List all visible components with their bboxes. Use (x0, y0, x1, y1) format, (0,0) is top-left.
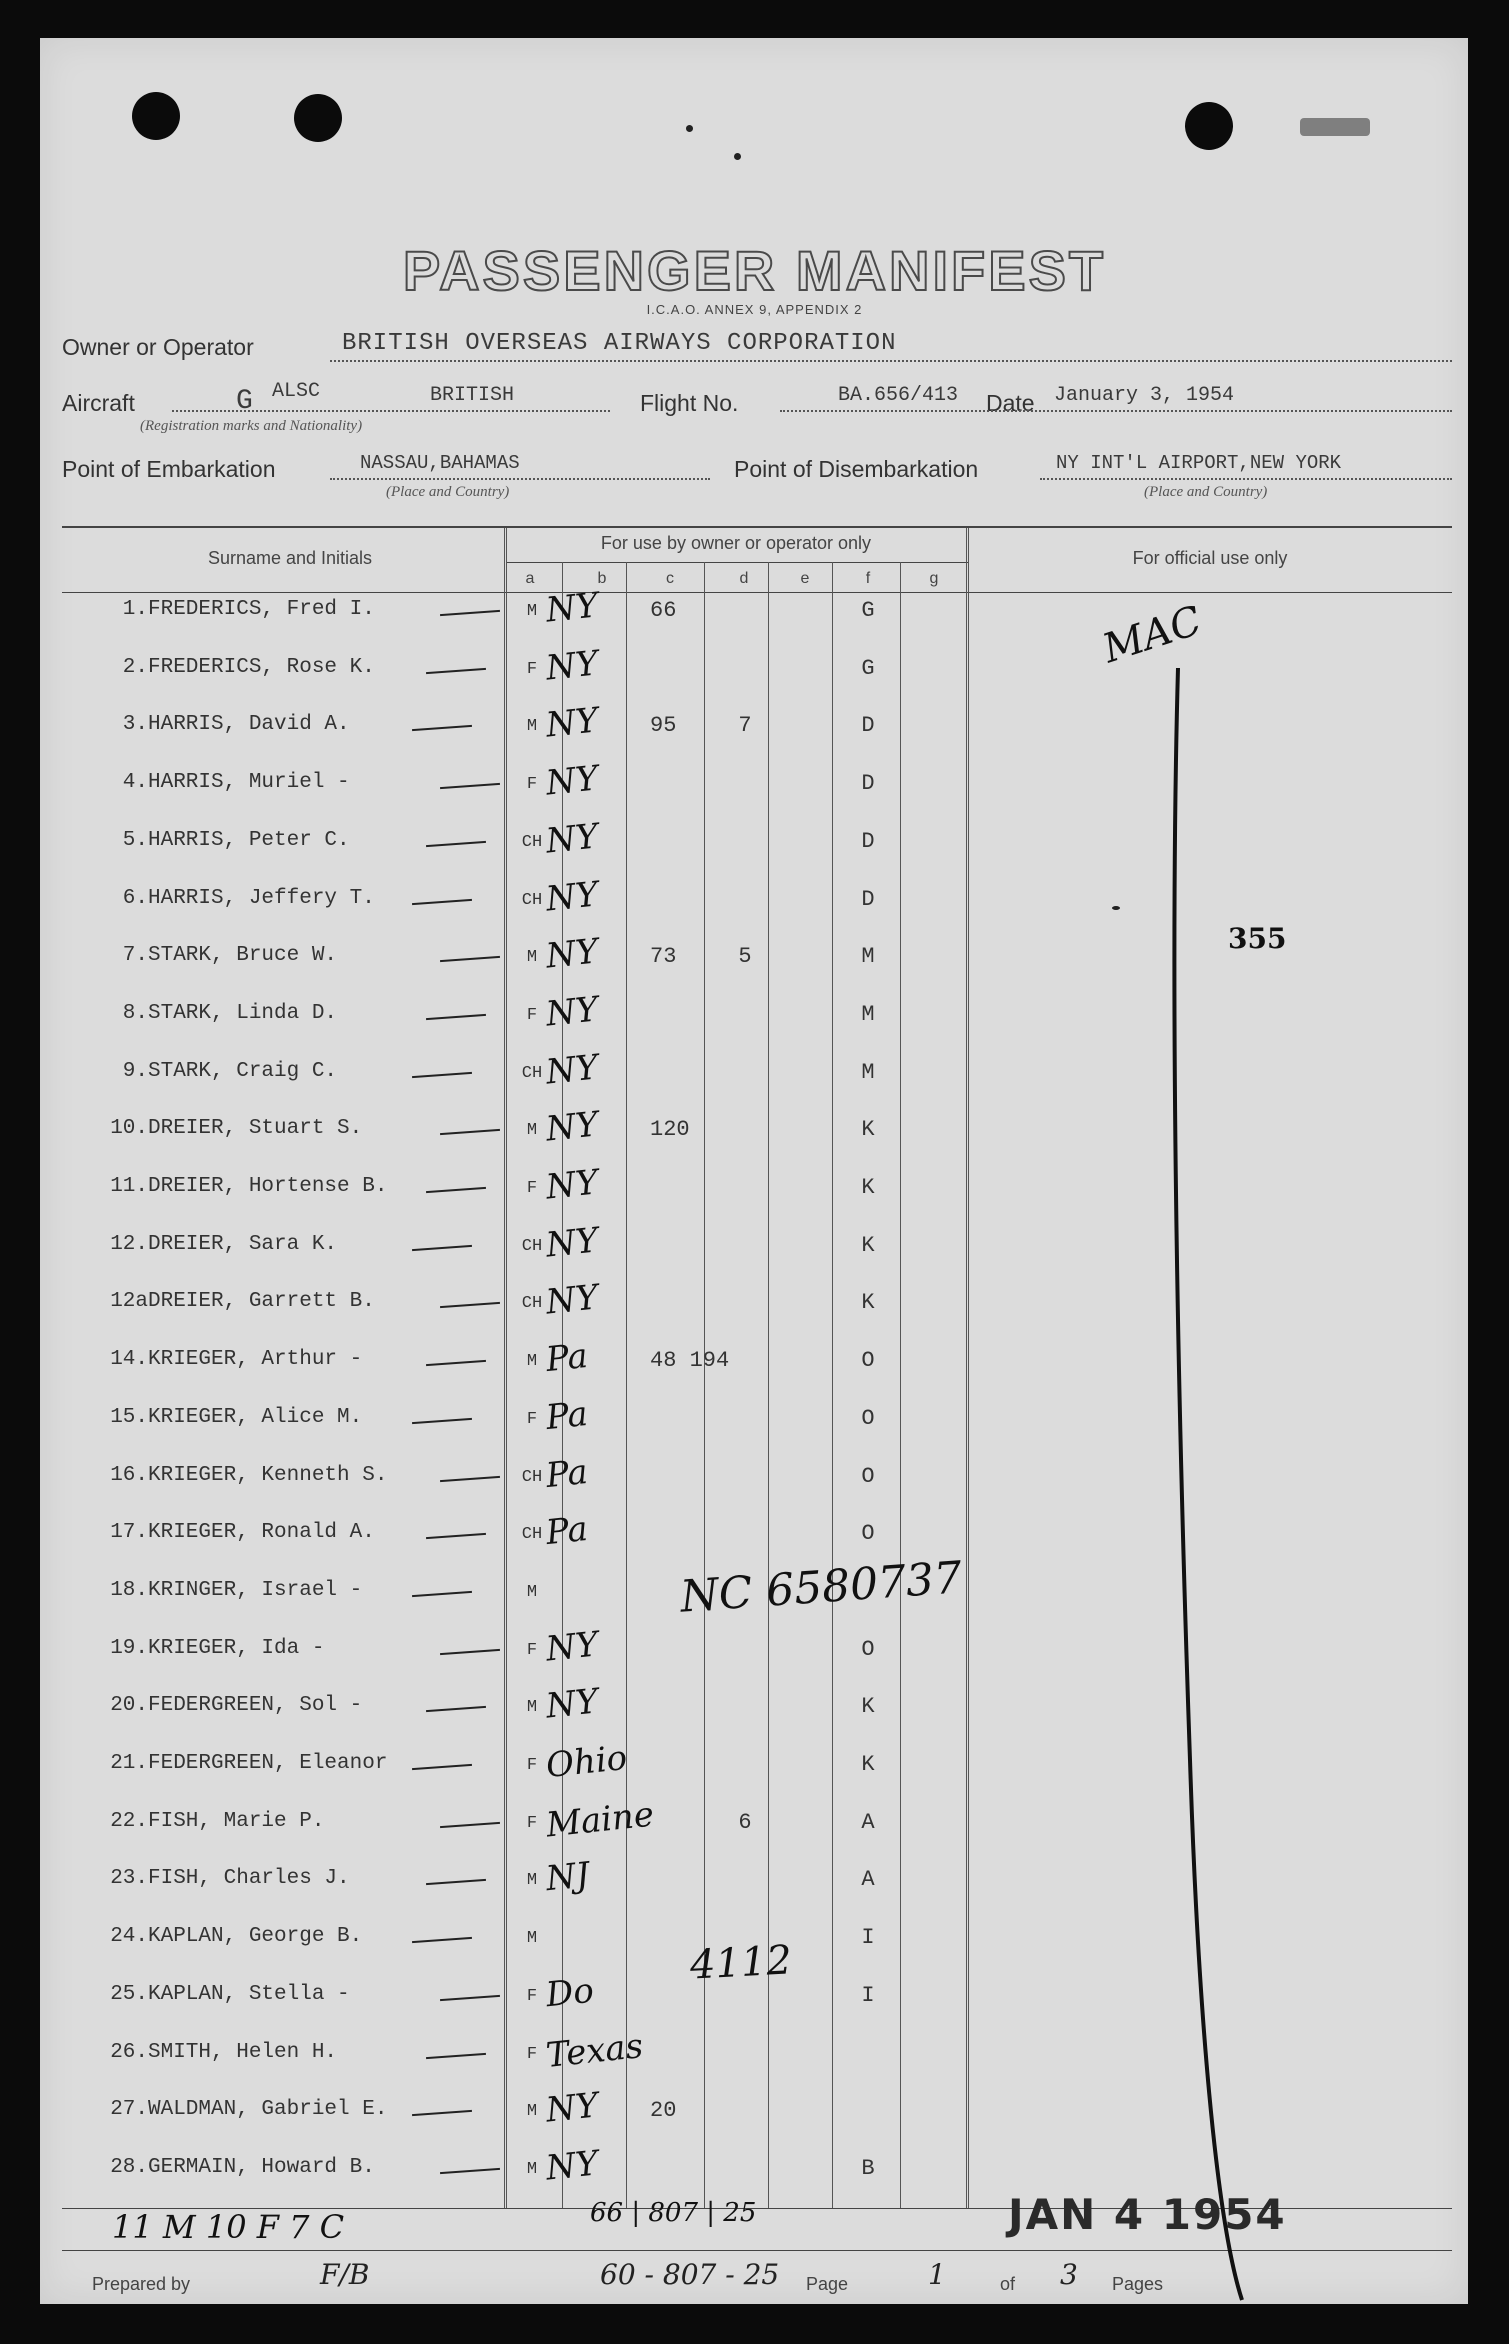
state-handwritten: NY (544, 758, 601, 804)
state-handwritten: NY (544, 643, 601, 689)
state-handwritten: Pa (544, 1451, 590, 1496)
state-handwritten: Do (544, 1970, 596, 2016)
code-f: O (861, 1348, 875, 1374)
sex-code: CH (521, 1467, 543, 1487)
passenger-name: DREIER, Hortense B. (148, 1175, 388, 1198)
sex-code: M (526, 1121, 538, 1141)
sex-code: F (526, 1813, 538, 1833)
operator-subheader-rule (506, 562, 968, 563)
of-label: of (1000, 2274, 1016, 2294)
sex-code: M (526, 2102, 538, 2122)
header-operator-use: For use by owner or operator only (600, 533, 872, 553)
code-f: K (861, 1694, 875, 1720)
row-number: 26. (110, 2040, 148, 2064)
check-mark-stroke (412, 725, 472, 731)
table-row (0, 585, 1509, 656)
code-f: K (861, 1232, 875, 1258)
state-handwritten: NY (544, 1046, 601, 1093)
flight-label: Flight No. (640, 390, 739, 416)
passenger-name: SMITH, Helen H. (148, 2040, 338, 2064)
code-f: O (861, 1636, 875, 1662)
passenger-name: STARK, Linda D. (148, 1001, 338, 1025)
row-number: 17. (110, 1521, 148, 1545)
passenger-name: HARRIS, Muriel - (148, 771, 350, 795)
embark-hint: (Place and Country) (386, 484, 510, 500)
check-mark-stroke (412, 1591, 472, 1597)
state-handwritten: Maine (544, 1794, 656, 1846)
row-number: 22. (110, 1809, 148, 1833)
code-f: G (861, 655, 875, 681)
column-letter-e: e (800, 570, 810, 587)
state-handwritten: NY (544, 873, 601, 920)
handwritten-totals-bottom: 66 | 807 | 25 (590, 2198, 757, 2228)
official-check-line (1150, 660, 1290, 2320)
aircraft-nationality: BRITISH (430, 384, 515, 407)
passenger-name: KRIEGER, Arthur - (148, 1348, 363, 1372)
handwritten-totals-left: 11 M 10 F 7 C (112, 2208, 345, 2246)
passenger-name: STARK, Craig C. (148, 1059, 338, 1083)
sex-code: F (526, 1179, 538, 1198)
header-bottom-rule (62, 592, 1452, 593)
pages-label: Pages (1112, 2274, 1164, 2294)
check-mark-stroke (412, 1072, 472, 1078)
code-f: I (861, 1982, 875, 2008)
check-mark-stroke (426, 1360, 486, 1366)
handwritten-row18-note: NC 6580737 (678, 1552, 964, 1623)
check-mark-stroke (412, 1764, 472, 1770)
aircraft-underline (172, 410, 610, 412)
row-number: 15. (110, 1405, 148, 1429)
sex-code: F (526, 1640, 538, 1660)
code-c: 95 (650, 713, 677, 739)
check-mark-stroke (440, 1475, 500, 1481)
passenger-name: KRIEGER, Ida - (148, 1636, 325, 1660)
state-handwritten: NY (544, 816, 601, 862)
state-handwritten: Ohio (544, 1737, 629, 1787)
passenger-name: FISH, Marie P. (148, 1809, 325, 1833)
aircraft-label: Aircraft (62, 390, 135, 416)
code-f: D (861, 771, 875, 797)
code-f: K (861, 1290, 875, 1316)
column-letter-g: g (929, 570, 939, 587)
code-f: O (861, 1405, 875, 1431)
official-count: 355 (1228, 922, 1287, 955)
row-number: 9. (122, 1059, 148, 1083)
sex-code: CH (521, 1294, 543, 1314)
state-handwritten: NY (544, 931, 601, 977)
row-number: 11. (110, 1175, 148, 1198)
sex-code: M (526, 1871, 538, 1891)
flight-date-underline (780, 410, 1452, 412)
passenger-name: KAPLAN, Stella - (148, 1982, 350, 2006)
code-c: 66 (650, 598, 677, 623)
row-number: 10. (110, 1117, 148, 1141)
passenger-name: FREDERICS, Rose K. (148, 655, 375, 679)
sex-code: F (526, 1756, 538, 1775)
code-f: G (861, 598, 875, 623)
header-surname: Surname and Initials (207, 548, 373, 568)
sex-code: CH (521, 1525, 543, 1545)
row-number: 5. (122, 828, 148, 852)
state-handwritten: NY (544, 2085, 601, 2131)
check-mark-stroke (426, 841, 486, 847)
sex-code: M (526, 948, 538, 968)
sex-code: CH (521, 1236, 543, 1256)
state-handwritten: NY (544, 1220, 601, 1266)
check-mark-stroke (440, 956, 500, 962)
check-mark-stroke (440, 783, 500, 789)
code-f: M (861, 1059, 875, 1085)
code-d: 5 (738, 944, 752, 970)
passenger-name: FREDERICS, Fred I. (148, 598, 375, 621)
official-mark-dot (1112, 906, 1120, 910)
passenger-name: HARRIS, Jeffery T. (148, 886, 375, 910)
check-mark-stroke (440, 1302, 500, 1308)
table-top-rule (62, 526, 1452, 528)
sex-code: M (526, 1582, 538, 1602)
passenger-name: DREIER, Sara K. (148, 1232, 338, 1256)
row-number: 6. (122, 886, 148, 910)
column-letter-a: a (525, 570, 535, 587)
check-mark-stroke (426, 1533, 486, 1539)
row-number: 20. (110, 1694, 148, 1718)
handwritten-row24-note: 4112 (688, 1937, 793, 1989)
passenger-name: DREIER, Stuart S. (148, 1117, 363, 1141)
code-f: D (861, 713, 875, 739)
state-handwritten: NY (544, 2143, 601, 2189)
code-f: M (861, 1001, 875, 1027)
passenger-name: STARK, Bruce W. (148, 944, 338, 968)
code-c: 120 (650, 1117, 690, 1143)
state-handwritten: Pa (544, 1393, 590, 1438)
sex-code: F (526, 1986, 538, 2006)
footer-codes: 60 - 807 - 25 (600, 2258, 780, 2291)
passenger-name: KAPLAN, George B. (148, 1925, 363, 1949)
code-c: 20 (650, 2098, 677, 2124)
row-number: 1. (122, 598, 148, 621)
check-mark-stroke (440, 2168, 500, 2174)
row-number: 16. (110, 1463, 148, 1487)
state-handwritten: NJ (544, 1855, 592, 1900)
sex-code: M (526, 2159, 538, 2179)
row-number: 8. (122, 1001, 148, 1025)
sex-code: F (526, 659, 538, 679)
state-handwritten: NY (544, 1681, 601, 1727)
state-handwritten: Pa (544, 1509, 590, 1554)
check-mark-stroke (426, 1014, 486, 1020)
check-mark-stroke (426, 668, 486, 674)
owner-label: Owner or Operator (62, 334, 254, 360)
column-letter-b: b (597, 570, 607, 587)
check-mark-stroke (440, 610, 500, 616)
punch-mark-dot (686, 125, 693, 132)
code-f: K (861, 1117, 875, 1143)
check-mark-stroke (440, 1995, 500, 2001)
punch-mark-dot (734, 153, 741, 160)
row-number: 21. (110, 1752, 148, 1775)
code-f: O (861, 1521, 875, 1547)
row-number: 12. (110, 1232, 148, 1256)
check-mark-stroke (426, 2052, 486, 2058)
code-f: D (861, 828, 875, 854)
disembark-label: Point of Disembarkation (734, 456, 979, 482)
state-handwritten: NY (544, 1104, 601, 1150)
check-mark-stroke (440, 1649, 500, 1655)
row-number: 12a (110, 1290, 148, 1314)
code-f: M (861, 944, 875, 970)
sex-code: M (526, 1352, 538, 1372)
prepared-by-label: Prepared by (92, 2274, 191, 2294)
state-handwritten: Texas (544, 2025, 645, 2076)
state-handwritten: NY (544, 1277, 601, 1324)
prepared-by-value: F/B (320, 2258, 370, 2291)
of-value: 3 (1060, 2258, 1078, 2291)
check-mark-stroke (426, 1706, 486, 1712)
row-number: 7. (122, 944, 148, 968)
sex-code: F (526, 775, 538, 795)
check-mark-stroke (412, 898, 472, 904)
embark-underline (330, 478, 710, 480)
aircraft-reg: ALSC (272, 380, 321, 403)
row-number: 28. (110, 2155, 148, 2179)
check-mark-stroke (440, 1822, 500, 1828)
disembark-hint: (Place and Country) (1144, 484, 1268, 500)
row-number: 4. (122, 771, 148, 795)
punch-hole-left-1 (132, 92, 180, 140)
state-handwritten: NY (544, 585, 601, 631)
code-c: 73 (650, 944, 677, 970)
check-mark-stroke (412, 2110, 472, 2116)
row-number: 2. (122, 655, 148, 679)
code-f: A (861, 1809, 875, 1835)
page-label: Page (806, 2274, 849, 2294)
page-value: 1 (928, 2258, 946, 2291)
code-f: D (861, 886, 875, 912)
aircraft-reg-prefix: G (236, 386, 253, 417)
column-letter-f: f (865, 570, 871, 587)
sex-code: M (526, 1698, 538, 1718)
row-number: 18. (110, 1578, 148, 1602)
form-subtitle: I.C.A.O. ANNEX 9, APPENDIX 2 (646, 302, 863, 317)
code-d: 6 (738, 1809, 752, 1835)
passenger-name: KRIEGER, Kenneth S. (148, 1463, 388, 1487)
row-number: 24. (110, 1925, 148, 1949)
check-mark-stroke (426, 1187, 486, 1193)
sex-code: CH (521, 890, 543, 910)
sex-code: M (526, 602, 538, 621)
check-mark-stroke (412, 1937, 472, 1943)
row-number: 19. (110, 1636, 148, 1660)
sex-code: F (526, 1005, 538, 1025)
code-d: 7 (738, 713, 752, 739)
passenger-name: HARRIS, David A. (148, 713, 350, 737)
code-f: O (861, 1463, 875, 1489)
aircraft-hint: (Registration marks and Nationality) (140, 418, 363, 434)
passenger-name: KRIEGER, Ronald A. (148, 1521, 375, 1545)
owner-underline (330, 360, 1452, 362)
punch-hole-right (1185, 102, 1233, 150)
passenger-name: DREIER, Garrett B. (148, 1290, 375, 1314)
code-f: I (861, 1925, 875, 1951)
code-c: 48 194 (650, 1348, 730, 1374)
punch-hole-left-2 (294, 94, 342, 142)
sex-code: CH (521, 832, 543, 852)
disembark-value: NY INT'L AIRPORT,NEW YORK (1056, 452, 1342, 474)
sex-code: F (526, 1409, 538, 1429)
state-handwritten: NY (544, 989, 601, 1035)
disembark-underline (1040, 478, 1452, 480)
passenger-name: WALDMAN, Gabriel E. (148, 2098, 388, 2122)
code-f: K (861, 1175, 875, 1200)
sex-code: M (526, 1929, 538, 1949)
row-number: 25. (110, 1982, 148, 2006)
passenger-name: FEDERGREEN, Sol - (148, 1694, 363, 1718)
date-value: January 3, 1954 (1054, 384, 1235, 407)
received-date-stamp: JAN 4 1954 (1008, 2190, 1287, 2239)
passenger-name: FEDERGREEN, Eleanor (148, 1752, 388, 1775)
sex-code: CH (521, 1063, 543, 1083)
row-number: 14. (110, 1348, 148, 1372)
handwritten-official-initials: MAC (1097, 597, 1208, 673)
state-handwritten: NY (544, 1623, 601, 1670)
passenger-name: KRIEGER, Alice M. (148, 1405, 363, 1429)
check-mark-stroke (412, 1245, 472, 1251)
check-mark-stroke (440, 1129, 500, 1135)
passenger-name: FISH, Charles J. (148, 1867, 350, 1891)
check-mark-stroke (412, 1418, 472, 1424)
sex-code: F (526, 2044, 538, 2064)
form-title: PASSENGER MANIFEST (402, 239, 1107, 302)
code-f: K (861, 1752, 875, 1777)
code-f: B (861, 2155, 875, 2181)
row-number: 3. (122, 713, 148, 737)
state-handwritten: Pa (544, 1336, 590, 1381)
passenger-name: GERMAIN, Howard B. (148, 2155, 375, 2179)
passenger-name: KRINGER, Israel - (148, 1578, 363, 1602)
owner-value: BRITISH OVERSEAS AIRWAYS CORPORATION (342, 330, 897, 357)
date-label: Date (986, 390, 1035, 416)
column-letter-c: c (666, 570, 674, 587)
header-official-use: For official use only (1132, 548, 1288, 568)
state-handwritten: NY (544, 700, 601, 747)
passenger-name: HARRIS, Peter C. (148, 828, 350, 852)
flight-value: BA.656/413 (838, 384, 959, 407)
corner-stamp-mark (1300, 118, 1370, 136)
row-number: 23. (110, 1867, 148, 1891)
state-handwritten: NY (544, 1162, 601, 1208)
embark-label: Point of Embarkation (62, 456, 276, 482)
row-number: 27. (110, 2098, 148, 2122)
column-letter-d: d (739, 570, 749, 587)
sex-code: M (526, 717, 538, 737)
code-f: A (861, 1867, 875, 1893)
check-mark-stroke (426, 1879, 486, 1885)
embark-value: NASSAU,BAHAMAS (360, 452, 520, 474)
